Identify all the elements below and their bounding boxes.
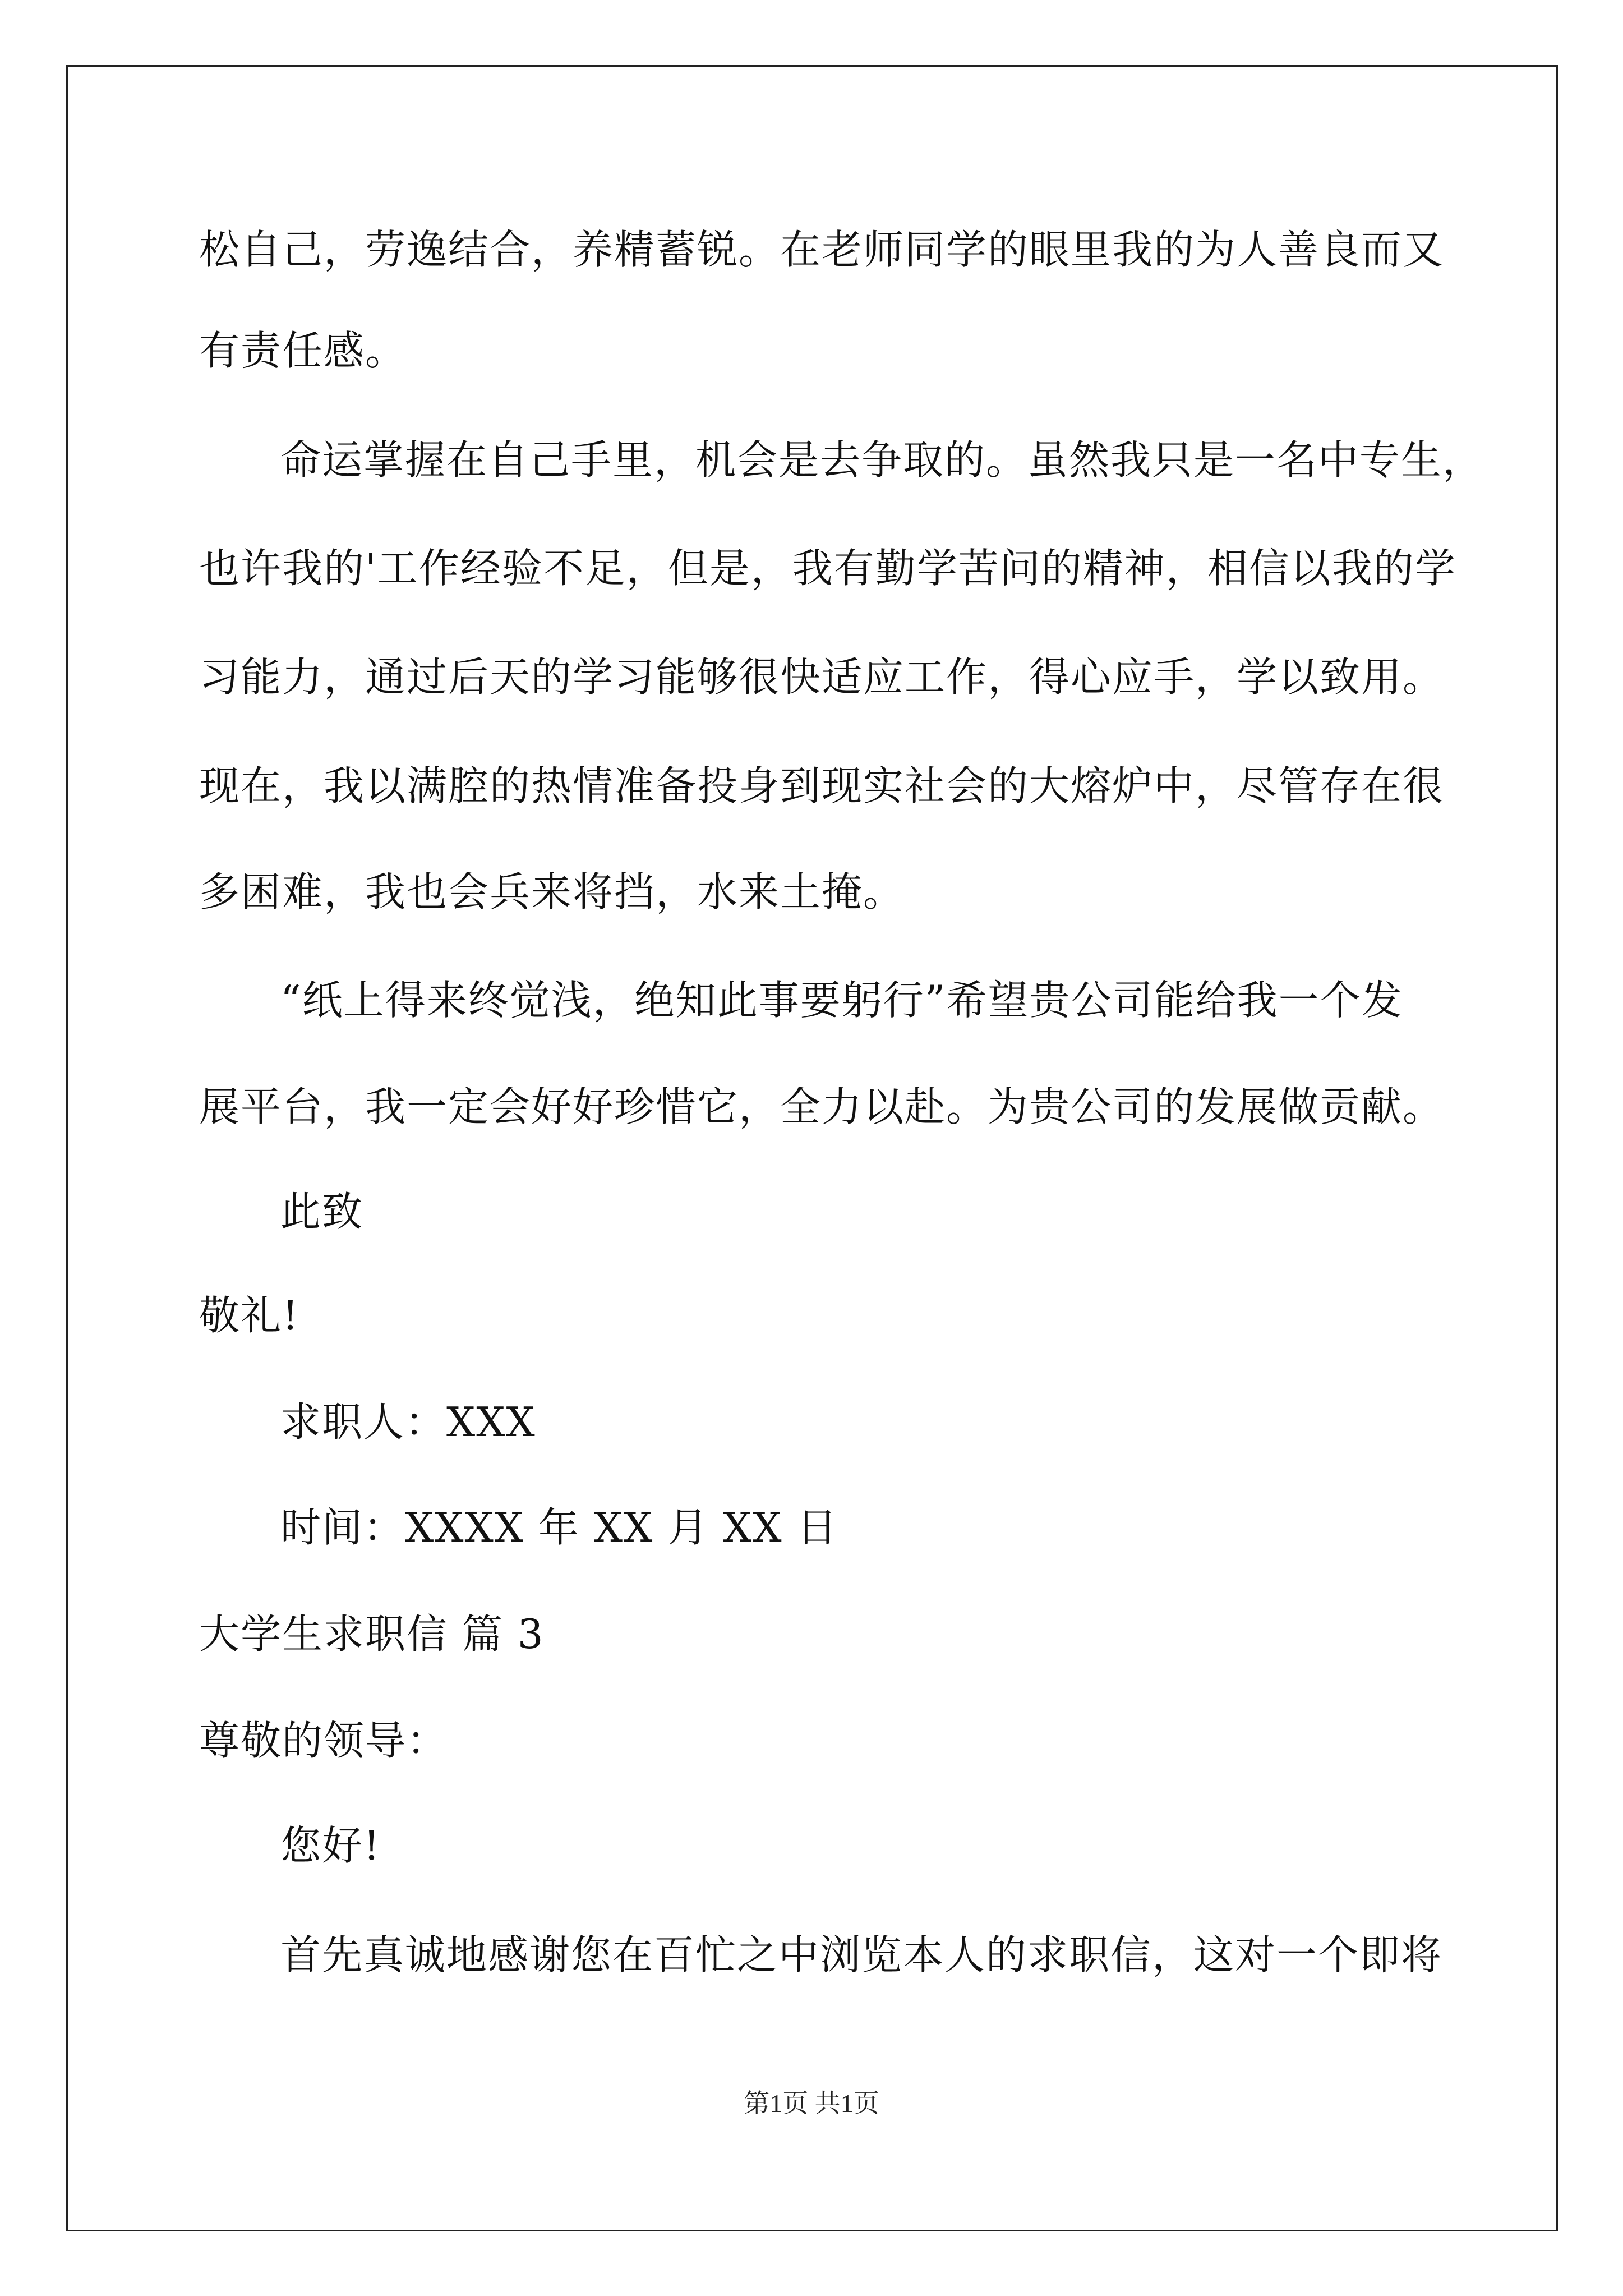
text-line: 展平台，我一定会好好珍惜它，全力以赴。为贵公司的发展做贡献。 bbox=[199, 1083, 1445, 1130]
signature-applicant: 求职人：XXX bbox=[280, 1398, 536, 1446]
text-line: 松自己，劳逸结合，养精蓄锐。在老师同学的眼里我的为人善良而又 bbox=[199, 226, 1445, 273]
section-heading: 大学生求职信 篇 3 bbox=[199, 1611, 545, 1658]
page-footer: 第1页 共1页 bbox=[744, 2089, 879, 2118]
text-line: 习能力，通过后天的学习能够很快适应工作，得心应手，学以致用。 bbox=[199, 654, 1445, 701]
paragraph-first-line: 首先真诚地感谢您在百忙之中浏览本人的求职信，这对一个即将 bbox=[280, 1931, 1443, 1978]
closing-phrase: 此致 bbox=[280, 1188, 364, 1235]
signature-date: 时间：XXXX 年 XX 月 XX 日 bbox=[280, 1504, 838, 1551]
text-line: 现在，我以满腔的热情准备投身到现实社会的大熔炉中，尽管存在很 bbox=[199, 762, 1445, 809]
greeting: 您好! bbox=[280, 1822, 381, 1869]
page-border bbox=[66, 65, 1558, 2231]
salutation-closing: 敬礼! bbox=[199, 1292, 299, 1339]
text-line: 有责任感。 bbox=[199, 327, 407, 374]
text-line: 多困难，我也会兵来将挡，水来土掩。 bbox=[199, 868, 905, 915]
paragraph-first-line: “纸上得来终觉浅，绝知此事要躬行”希望贵公司能给我一个发 bbox=[280, 977, 1403, 1024]
paragraph-first-line: 命运掌握在自己手里，机会是去争取的。虽然我只是一名中专生， bbox=[280, 436, 1484, 484]
text-line: 也许我的'工作经验不足，但是，我有勤学苦问的精神，相信以我的学 bbox=[199, 545, 1456, 592]
letter-salutation: 尊敬的领导： bbox=[199, 1717, 449, 1764]
